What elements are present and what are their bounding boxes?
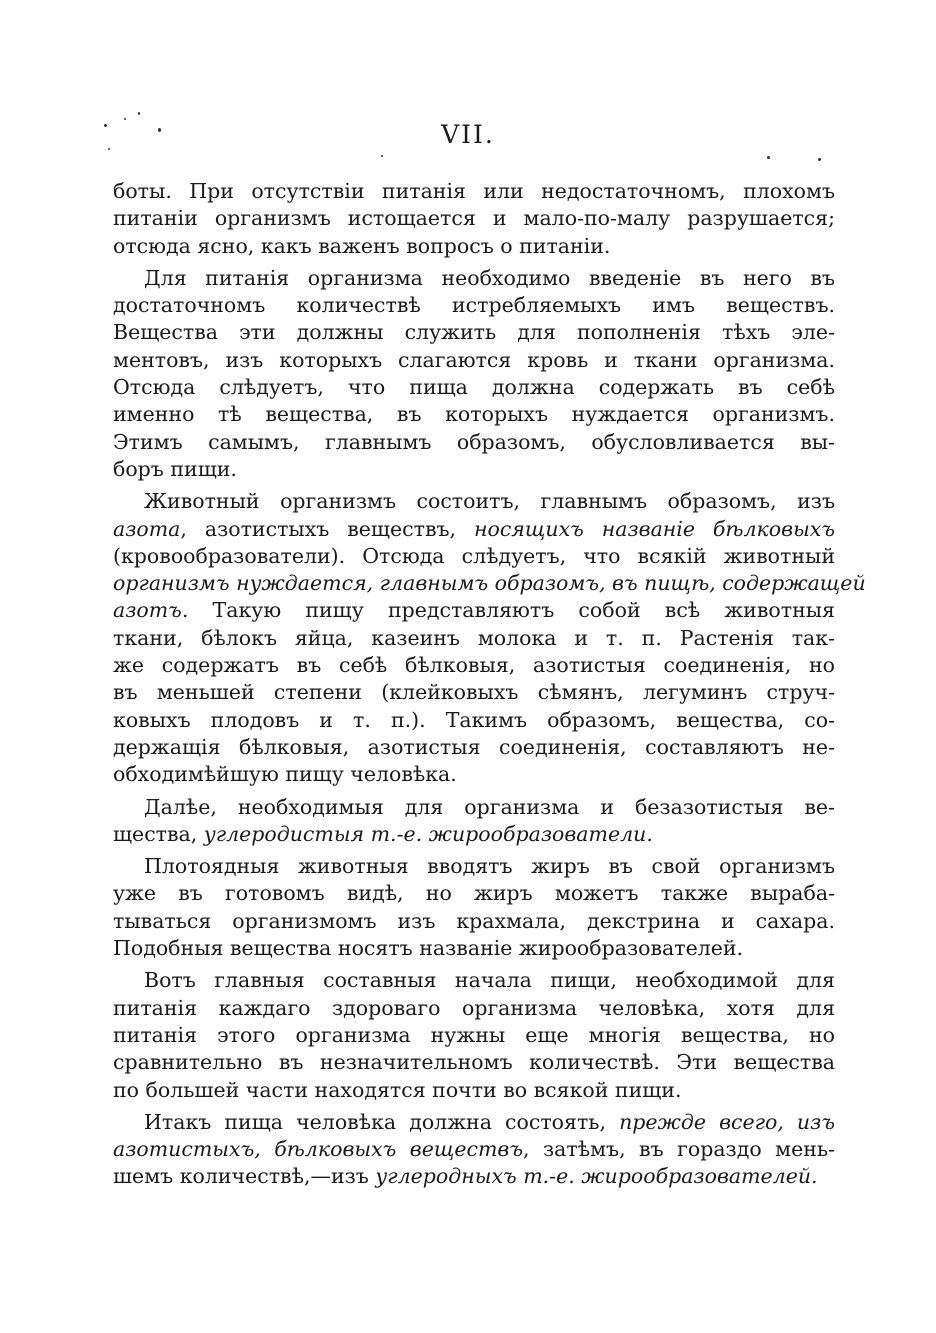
text-line [113,761,835,788]
text-span: Итакъ пища человѣка должна состоять, [144,1109,620,1134]
paragraph [113,967,835,1103]
text-span: шемъ количествѣ,—изъ [113,1164,376,1189]
text-line [113,429,835,456]
text-line [113,794,835,821]
text-span: отсюда ясно, какъ важенъ вопросъ о питаніи. [113,233,611,258]
paragraph [113,853,835,962]
text-line [113,265,835,292]
text-span: . Такую пищу представляютъ собой всѣ животныя [181,598,835,623]
text-line [113,374,835,401]
text-line [113,401,835,428]
paragraph [113,178,835,260]
page-number: VII. [441,120,495,149]
text-span: ткани, бѣлокъ яйца, казеинъ молока и т. п. Растенія так- [113,625,835,650]
text-span: Плотоядныя животныя вводятъ жиръ въ свой организмъ [144,854,835,879]
text-line [113,1022,835,1049]
text-line [113,205,835,232]
text-span: Вещества эти должны служить для пополненія тѣхъ эле- [113,320,835,345]
text-line [113,1077,835,1104]
text-span: достаточномъ количествѣ истребляемыхъ имъ веществъ. [113,293,835,318]
text-span: , затѣмъ, въ гораздо мень- [523,1137,835,1162]
text-line [113,1136,835,1163]
text-span: сравнительно въ незначительномъ количествѣ. Эти вещества [113,1050,835,1075]
text-span: именно тѣ вещества, въ которыхъ нуждается организмъ. [113,402,835,427]
text-line [113,456,835,483]
text-span: питаніи организмъ истощается и мало-по-малу разрушается; [113,206,835,231]
text-span: по большей части находятся почти во всякой пищи. [113,1077,682,1102]
text-span: держащія бѣлковыя, азотистыя соединенія, составляютъ не- [113,734,835,759]
text-line [113,707,835,734]
paragraph [113,488,866,788]
text-line [113,995,835,1022]
text-line [113,625,835,652]
text-span: Вотъ главныя составныя начала пищи, необходимой для [144,968,835,993]
text-span: Отсюда слѣдуетъ, что пища должна содержать въ себѣ [113,375,835,400]
text-line [113,178,835,205]
text-line [113,853,835,880]
text-line [113,347,835,374]
text-line [113,516,835,543]
text-line [113,319,835,346]
italic-span: прежде всего, изъ [619,1109,835,1134]
text-line [113,292,835,319]
text-span: ковыхъ плодовъ и т. п.). Такимъ образомъ, вещества, со- [113,707,835,732]
italic-span: углеродистыя т.-е. жирообразователи. [203,821,653,846]
text-span: Далѣе, необходимыя для организма и безазотистыя ве- [144,794,835,819]
text-span: питанія этого организма нужны еще многія вещества, но [113,1022,835,1047]
paragraph [113,794,835,849]
text-line [113,233,835,260]
italic-span: носящихъ названіе бѣлковыхъ [473,516,835,541]
print-speck [818,158,821,161]
text-span: уже въ готовомъ видѣ, но жиръ можетъ также выраба- [113,881,835,906]
text-span: питанія каждаго здороваго организма человѣка, хотя для [113,995,835,1020]
text-span: Этимъ самымъ, главнымъ образомъ, обусловливается вы- [113,429,835,454]
italic-span: азотъ [113,598,182,623]
text-line [113,597,835,624]
text-span: Животный организмъ состоитъ, главнымъ образомъ, изъ [144,489,835,514]
italic-span: организмъ нуждается, главнымъ образомъ, въ пищѣ, содержащей [113,571,866,596]
text-line [113,652,835,679]
print-speck [138,112,140,115]
text-span: боты. При отсутствіи питанія или недостаточномъ, плохомъ [113,179,835,203]
text-line [113,679,835,706]
print-speck [381,155,383,157]
text-line [113,935,835,962]
text-span: ментовъ, изъ которыхъ слагаются кровь и ткани организма. [113,347,835,372]
italic-span: азота [113,516,181,541]
body-text [113,178,866,1191]
text-line [113,908,835,935]
text-line [113,543,835,570]
text-span: , азотистыхъ веществъ, [180,516,474,541]
text-line [113,1163,835,1190]
text-line [113,967,835,994]
italic-span: азотистыхъ, бѣлковыхъ веществъ [113,1137,523,1162]
text-line [113,821,835,848]
text-span: же содержатъ въ себѣ бѣлковыя, азотистыя соединенія, но [113,653,835,678]
text-span: (кровообразователи). Отсюда слѣдуетъ, что всякій животный [113,543,835,568]
text-span: обходимѣйшую пищу человѣка. [113,762,457,787]
text-span: Для питанія организма необходимо введеніе въ него въ [144,265,835,290]
text-line [113,734,835,761]
text-span: щества, [113,821,204,846]
text-line [113,1049,835,1076]
text-line [113,880,835,907]
print-speck [767,156,770,159]
text-span: въ меньшей степени (клейковыхъ сѣмянъ, легуминъ струч- [113,680,835,705]
italic-span: углеродныхъ т.-е. жирообразователей. [375,1164,818,1189]
text-span: боръ пищи. [113,456,237,481]
paragraph [113,265,835,483]
text-span: Подобныя вещества носятъ названіе жирообразователей. [113,936,744,961]
text-span: тываться организмомъ изъ крахмала, декстрина и сахара. [113,908,835,933]
text-line [113,488,835,515]
text-line [113,570,866,597]
paragraph [113,1109,835,1191]
text-line [113,1109,835,1136]
